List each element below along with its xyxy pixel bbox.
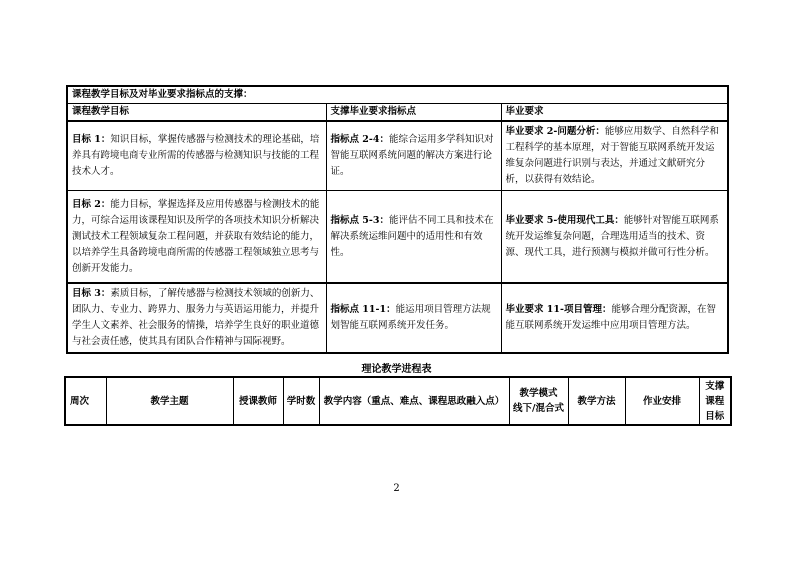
requirement-text: 能够合理分配资源，在智能互联网系统开发运维中应用项目管理方法。 — [505, 304, 716, 331]
header-homework: 作业安排 — [625, 377, 699, 425]
indicator-text: 能综合运用多学科知识对智能互联网系统问题的解决方案进行论证。 — [330, 134, 494, 177]
requirement-label: 毕业要求 5-使用现代工具： — [505, 214, 624, 226]
header-goal: 课程教学目标 — [67, 104, 326, 122]
indicator-text: 能运用项目管理方法规划智能互联网系统开发任务。 — [330, 304, 491, 331]
header-teacher: 授课教师 — [233, 377, 283, 425]
requirement-cell — [501, 191, 728, 284]
header-hours: 学时数 — [283, 377, 319, 425]
schedule-header-row — [65, 377, 731, 425]
indicator-text: 能评估不同工具和技术在解决系统运维问题中的适用性和有效性。 — [330, 214, 494, 258]
goal-label: 目标 1： — [72, 134, 111, 145]
schedule-title: 理论教学进程表 — [361, 364, 432, 375]
indicator-cell — [326, 121, 501, 191]
schedule-table — [64, 376, 732, 426]
goal-label: 目标 3： — [72, 288, 111, 299]
goal-label: 目标 2： — [72, 198, 111, 210]
requirement-label: 毕业要求 11-项目管理： — [505, 304, 612, 315]
requirement-text: 能够针对智能互联网系统开发运维复杂问题，合理选用适当的技术、资源、现代工具，进行预测与模拟并做可行性分析。 — [505, 214, 719, 258]
goal-cell — [67, 191, 326, 284]
table-row — [67, 283, 728, 353]
header-support-line3: 目标 — [705, 410, 725, 422]
goal-cell — [67, 121, 326, 191]
goal-text: 知识目标，掌握传感器与检测技术的理论基础，培养具有跨境电商专业所需的传感器与检测知识与技能的工程技术人才。 — [72, 134, 320, 177]
header-requirement: 毕业要求 — [501, 104, 728, 122]
header-indicator: 支撑毕业要求指标点 — [326, 104, 501, 122]
indicator-label: 指标点 5-3： — [330, 214, 389, 226]
header-week: 周次 — [65, 377, 106, 425]
requirement-text: 能够应用数学、自然科学和工程科学的基本原理，对于智能互联网系统开发运维复杂问题进行识别与表达，并通过文献研究分析，以获得有效结论。 — [505, 126, 719, 185]
goal-text: 能力目标，掌握选择及应用传感器与检测技术的能力，可综合运用该课程知识及所学的各项技术知识分析解决测试技术工程领域复杂工程问题，并获取有效结论的能力，以培养学生具备跨境电商所需的传感器工程领域独立思考与创新开发能力。 — [72, 198, 320, 274]
indicator-label: 指标点 2-4： — [330, 134, 389, 145]
requirement-label: 毕业要求 2-问题分析： — [505, 126, 605, 137]
table-row — [67, 121, 728, 191]
header-method: 教学方法 — [568, 377, 625, 425]
requirement-cell — [501, 283, 728, 353]
indicator-label: 指标点 11-1： — [330, 304, 396, 315]
objectives-caption: 课程教学目标及对毕业要求指标点的支撑： — [67, 86, 728, 104]
goal-cell — [67, 283, 326, 353]
header-mode-line1: 教学模式 — [519, 388, 558, 399]
header-mode-line2: 线下/混合式 — [513, 403, 564, 414]
requirement-cell — [501, 121, 728, 191]
indicator-cell — [326, 191, 501, 284]
objectives-table — [66, 85, 729, 354]
header-mode — [509, 377, 568, 425]
objectives-caption-row — [67, 86, 728, 104]
objectives-header-row — [67, 104, 728, 122]
header-support-line1: 支撑 — [705, 380, 725, 392]
header-topic: 教学主题 — [106, 377, 233, 425]
indicator-cell — [326, 283, 501, 353]
header-support-line2: 课程 — [705, 395, 725, 407]
page-number: 2 — [393, 483, 400, 494]
table-row — [67, 191, 728, 284]
header-content: 教学内容（重点、难点、课程思政融入点） — [319, 377, 509, 425]
header-support — [699, 377, 731, 425]
goal-text: 素质目标，了解传感器与检测技术领域的创新力、团队力、专业力、跨界力、服务力与英语运用能力，并提升学生人文素养、社会服务的情操，培养学生良好的职业道德与社会责任感，使其具有团队合作精神与国际视野。 — [72, 288, 320, 347]
